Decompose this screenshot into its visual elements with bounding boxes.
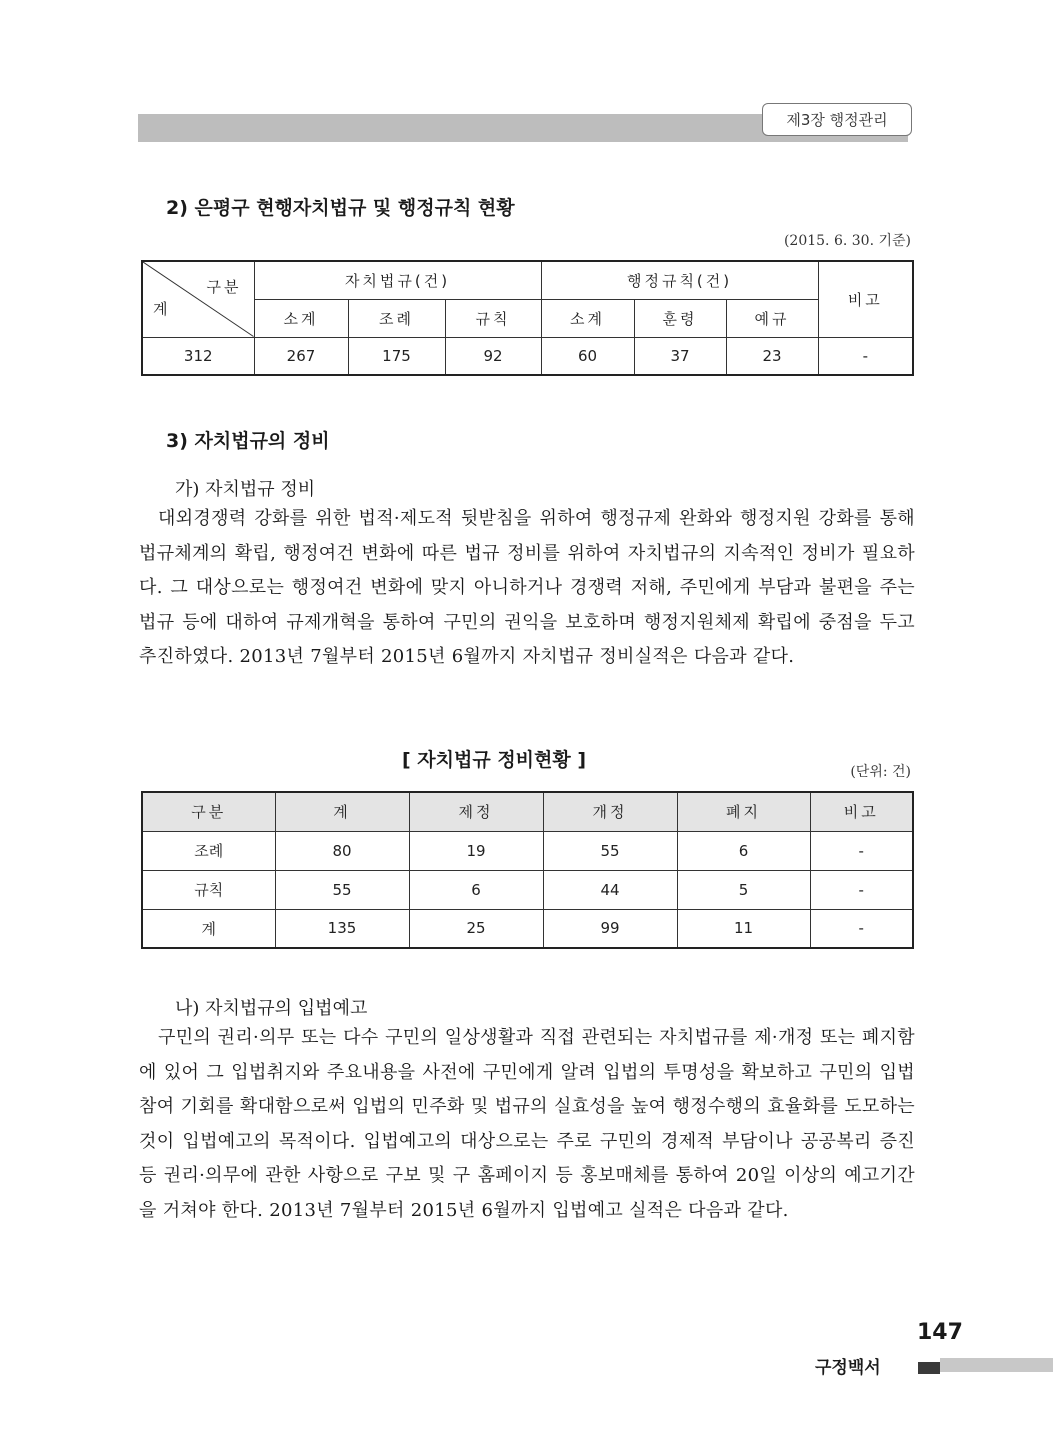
table-row <box>142 831 913 870</box>
subheader-cell: 예규 <box>726 299 818 337</box>
column-header: 계 <box>275 792 409 831</box>
table-cell: - <box>818 337 913 375</box>
table-cell: 99 <box>543 909 677 948</box>
subheader-cell: 훈령 <box>634 299 726 337</box>
revision-status-table <box>141 791 914 949</box>
corner-top-label: 구분 <box>206 278 242 296</box>
table-cell: 175 <box>348 337 445 375</box>
table-cell: - <box>810 870 913 909</box>
table-cell: 135 <box>275 909 409 948</box>
column-header: 제정 <box>409 792 543 831</box>
table-cell: 5 <box>677 870 810 909</box>
corner-header-cell <box>142 261 254 337</box>
remarks-header: 비고 <box>818 261 913 337</box>
corner-bottom-label: 계 <box>153 299 168 318</box>
chapter-tab: 제3장 행정관리 <box>762 103 912 136</box>
table-row <box>142 870 913 909</box>
paragraph-b: 구민의 권리·의무 또는 다수 구민의 일상생활과 직접 관련되는 자치법규를 제·개정 또는 폐지함에 있어 그 입법취지와 주요내용을 사전에 구민에게 알려 입법의 투명성을 확보하고 구민의 입법참여 기회를 확대함으로써 입법의 민주화 및 법규의 실효성을 높여 행정수행의 효율화를 도모하는 것이 입법예고의 목적이다. 입법예고의 대상으로는 주로 구민의 경제적 부담이나 공공복리 증진 등 권리·의무에 관한 사항으로 구보 및 구 홈페이지 등 홍보매체를 통하여 20일 이상의 예고기간을 거쳐야 한다. 2013년 7월부터 2015년 6월까지 입법예고 실적은 다음과 같다. <box>139 1027 915 1221</box>
table-cell: 60 <box>541 337 634 375</box>
table-cell: 25 <box>409 909 543 948</box>
table-cell: 11 <box>677 909 810 948</box>
table-cell: 37 <box>634 337 726 375</box>
table-cell: 23 <box>726 337 818 375</box>
subsection-title-a: 가) 자치법규 정비 <box>175 479 316 500</box>
table-cell: 92 <box>445 337 541 375</box>
table-cell: 6 <box>677 831 810 870</box>
subheader-cell: 소계 <box>254 299 348 337</box>
column-header: 비고 <box>810 792 913 831</box>
page-number: 147 <box>917 1320 963 1345</box>
column-header: 구분 <box>142 792 275 831</box>
table-cell: 규칙 <box>142 870 275 909</box>
regulations-status-table <box>141 260 914 376</box>
section-heading-3: 3) 자치법규의 정비 <box>166 430 330 452</box>
book-title: 구정백서 <box>815 1358 881 1378</box>
table-row <box>142 909 913 948</box>
section-heading-2: 2) 은평구 현행자치법규 및 행정규칙 현황 <box>166 197 515 219</box>
group-header-local-laws: 자치법규(건) <box>254 261 541 299</box>
unit-note: (단위: 건) <box>850 764 911 780</box>
table-cell: 55 <box>543 831 677 870</box>
footer-marker <box>918 1362 940 1374</box>
table-cell: 계 <box>142 909 275 948</box>
subheader-cell: 조례 <box>348 299 445 337</box>
column-header: 폐지 <box>677 792 810 831</box>
table-cell: 44 <box>543 870 677 909</box>
table-cell: 6 <box>409 870 543 909</box>
table-title: [ 자치법규 정비현황 ] <box>402 749 587 771</box>
table-cell: 조례 <box>142 831 275 870</box>
table-cell: 80 <box>275 831 409 870</box>
table-cell: - <box>810 909 913 948</box>
table-cell: 312 <box>142 337 254 375</box>
paragraph-a: 대외경쟁력 강화를 위한 법적·제도적 뒷받침을 위하여 행정규제 완화와 행정지원 강화를 통해 법규체계의 확립, 행정여건 변화에 따른 법규 정비를 위하여 자치법규의 지속적인 정비가 필요하다. 그 대상으로는 행정여건 변화에 맞지 아니하거나 경쟁력 저해, 주민에게 부담과 불편을 주는 법규 등에 대하여 규제개혁을 통하여 구민의 권익을 보호하며 행정지원체제 확립에 중점을 두고 추진하였다. 2013년 7월부터 2015년 6월까지 자치법규 정비실적은 다음과 같다. <box>139 508 915 667</box>
date-note: (2015. 6. 30. 기준) <box>783 233 911 249</box>
table-cell: 19 <box>409 831 543 870</box>
subsection-title-b: 나) 자치법규의 입법예고 <box>175 998 368 1019</box>
table-cell: 267 <box>254 337 348 375</box>
footer-bar <box>940 1358 1053 1372</box>
table-row <box>142 337 913 375</box>
column-header: 개정 <box>543 792 677 831</box>
table-cell: - <box>810 831 913 870</box>
subheader-cell: 규칙 <box>445 299 541 337</box>
subheader-cell: 소계 <box>541 299 634 337</box>
group-header-admin-rules: 행정규칙(건) <box>541 261 818 299</box>
table-cell: 55 <box>275 870 409 909</box>
